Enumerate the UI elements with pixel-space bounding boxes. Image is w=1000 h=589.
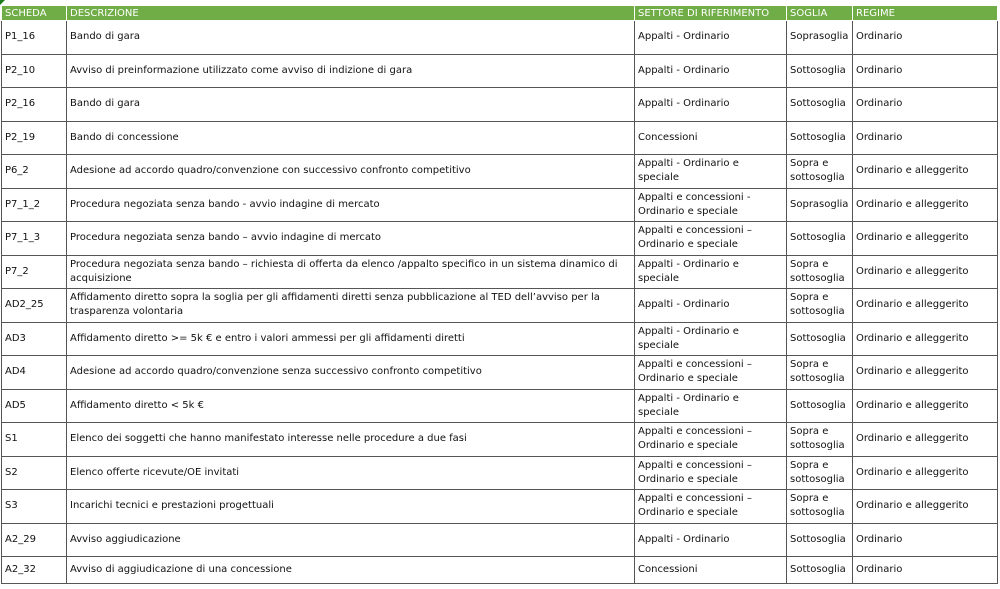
cell-descrizione[interactable]: Affidamento diretto < 5k € <box>67 389 635 423</box>
column-header-descrizione[interactable]: DESCRIZIONE <box>67 6 635 21</box>
cell-settore[interactable]: Appalti - Ordinario e speciale <box>635 389 787 423</box>
cell-regime[interactable]: Ordinario <box>853 21 998 55</box>
cell-scheda[interactable]: P2_16 <box>2 88 67 122</box>
cell-settore[interactable]: Appalti e concessioni – Ordinario e speciale <box>635 490 787 524</box>
cell-regime[interactable]: Ordinario <box>853 557 998 584</box>
cell-regime[interactable]: Ordinario <box>853 523 998 557</box>
cell-soglia[interactable]: Sopra e sottosoglia <box>787 289 853 323</box>
cell-scheda[interactable]: P7_1_2 <box>2 188 67 222</box>
cell-settore[interactable]: Appalti e concessioni – Ordinario e speciale <box>635 356 787 390</box>
cell-descrizione[interactable]: Adesione ad accordo quadro/convenzione senza successivo confronto competitivo <box>67 356 635 390</box>
cell-soglia[interactable]: Sottosoglia <box>787 389 853 423</box>
table-row <box>2 322 998 356</box>
cell-scheda[interactable]: AD3 <box>2 322 67 356</box>
cell-settore[interactable]: Appalti - Ordinario e speciale <box>635 322 787 356</box>
table-row <box>2 389 998 423</box>
cell-soglia[interactable]: Sopra e sottosoglia <box>787 356 853 390</box>
cell-scheda[interactable]: AD5 <box>2 389 67 423</box>
cell-regime[interactable]: Ordinario e alleggerito <box>853 356 998 390</box>
cell-soglia[interactable]: Soprasoglia <box>787 188 853 222</box>
cell-scheda[interactable]: P7_2 <box>2 255 67 289</box>
table-row <box>2 490 998 524</box>
cell-descrizione[interactable]: Affidamento diretto sopra la soglia per gli affidamenti diretti senza pubblicazione al TED dell’avviso per la trasparenza volontaria <box>67 289 635 323</box>
cell-scheda[interactable]: A2_29 <box>2 523 67 557</box>
table-row <box>2 557 998 584</box>
cell-regime[interactable]: Ordinario e alleggerito <box>853 456 998 490</box>
table-row <box>2 54 998 88</box>
table-row <box>2 255 998 289</box>
cell-settore[interactable]: Appalti e concessioni – Ordinario e speciale <box>635 423 787 457</box>
cell-scheda[interactable]: P2_10 <box>2 54 67 88</box>
cell-scheda[interactable]: S2 <box>2 456 67 490</box>
cell-scheda[interactable]: P2_19 <box>2 121 67 155</box>
cell-regime[interactable]: Ordinario e alleggerito <box>853 423 998 457</box>
cell-soglia[interactable]: Sottosoglia <box>787 222 853 256</box>
cell-settore[interactable]: Appalti - Ordinario <box>635 523 787 557</box>
table-row <box>2 155 998 189</box>
cell-regime[interactable]: Ordinario <box>853 88 998 122</box>
cell-descrizione[interactable]: Bando di gara <box>67 21 635 55</box>
cell-scheda[interactable]: P6_2 <box>2 155 67 189</box>
cell-regime[interactable]: Ordinario e alleggerito <box>853 289 998 323</box>
cell-descrizione[interactable]: Incarichi tecnici e prestazioni progettuali <box>67 490 635 524</box>
cell-settore[interactable]: Appalti - Ordinario <box>635 21 787 55</box>
cell-soglia[interactable]: Sopra e sottosoglia <box>787 490 853 524</box>
cell-settore[interactable]: Appalti - Ordinario <box>635 289 787 323</box>
cell-settore[interactable]: Appalti - Ordinario <box>635 54 787 88</box>
cell-descrizione[interactable]: Avviso aggiudicazione <box>67 523 635 557</box>
column-header-scheda[interactable]: SCHEDA <box>2 6 67 21</box>
table-row <box>2 456 998 490</box>
cell-descrizione[interactable]: Bando di gara <box>67 88 635 122</box>
table-row <box>2 121 998 155</box>
header-row <box>2 6 998 21</box>
cell-descrizione[interactable]: Avviso di aggiudicazione di una concessione <box>67 557 635 584</box>
cell-soglia[interactable]: Sottosoglia <box>787 88 853 122</box>
cell-descrizione[interactable]: Adesione ad accordo quadro/convenzione con successivo confronto competitivo <box>67 155 635 189</box>
cell-soglia[interactable]: Sopra e sottosoglia <box>787 456 853 490</box>
cell-soglia[interactable]: Sopra e sottosoglia <box>787 255 853 289</box>
cell-soglia[interactable]: Sopra e sottosoglia <box>787 155 853 189</box>
cell-descrizione[interactable]: Affidamento diretto >= 5k € e entro i valori ammessi per gli affidamenti diretti <box>67 322 635 356</box>
cell-settore[interactable]: Appalti e concessioni – Ordinario e speciale <box>635 456 787 490</box>
cell-scheda[interactable]: P7_1_3 <box>2 222 67 256</box>
cell-soglia[interactable]: Sopra e sottosoglia <box>787 423 853 457</box>
cell-soglia[interactable]: Sottosoglia <box>787 557 853 584</box>
cell-descrizione[interactable]: Bando di concessione <box>67 121 635 155</box>
cell-soglia[interactable]: Sottosoglia <box>787 121 853 155</box>
cell-regime[interactable]: Ordinario <box>853 54 998 88</box>
cell-regime[interactable]: Ordinario e alleggerito <box>853 255 998 289</box>
cell-descrizione[interactable]: Procedura negoziata senza bando – avvio indagine di mercato <box>67 222 635 256</box>
cell-regime[interactable]: Ordinario e alleggerito <box>853 322 998 356</box>
cell-settore[interactable]: Appalti - Ordinario e speciale <box>635 255 787 289</box>
cell-settore[interactable]: Appalti - Ordinario e speciale <box>635 155 787 189</box>
cell-regime[interactable]: Ordinario e alleggerito <box>853 389 998 423</box>
table-row <box>2 356 998 390</box>
cell-descrizione[interactable]: Avviso di preinformazione utilizzato come avviso di indizione di gara <box>67 54 635 88</box>
cell-scheda[interactable]: AD4 <box>2 356 67 390</box>
cell-settore[interactable]: Appalti - Ordinario <box>635 88 787 122</box>
column-header-settore[interactable]: SETTORE DI RIFERIMENTO <box>635 6 787 21</box>
cell-settore[interactable]: Concessioni <box>635 557 787 584</box>
cell-soglia[interactable]: Sottosoglia <box>787 54 853 88</box>
table-row <box>2 289 998 323</box>
table-row <box>2 523 998 557</box>
cell-scheda[interactable]: AD2_25 <box>2 289 67 323</box>
cell-descrizione[interactable]: Procedura negoziata senza bando – richiesta di offerta da elenco /appalto specifico in un sistema dinamico di acquisizione <box>67 255 635 289</box>
cell-descrizione[interactable]: Procedura negoziata senza bando - avvio indagine di mercato <box>67 188 635 222</box>
column-header-regime[interactable]: REGIME <box>853 6 998 21</box>
table-body <box>2 21 998 584</box>
cell-soglia[interactable]: Sottosoglia <box>787 523 853 557</box>
cell-regime[interactable]: Ordinario e alleggerito <box>853 222 998 256</box>
table-row <box>2 222 998 256</box>
cell-soglia[interactable]: Sottosoglia <box>787 322 853 356</box>
procedures-table <box>1 5 998 584</box>
cell-regime[interactable]: Ordinario e alleggerito <box>853 188 998 222</box>
cell-settore[interactable]: Appalti e concessioni - Ordinario e speciale <box>635 188 787 222</box>
table-row <box>2 188 998 222</box>
table-row <box>2 423 998 457</box>
cell-settore[interactable]: Concessioni <box>635 121 787 155</box>
cell-settore[interactable]: Appalti e concessioni – Ordinario e speciale <box>635 222 787 256</box>
cell-descrizione[interactable]: Elenco offerte ricevute/OE invitati <box>67 456 635 490</box>
cell-regime[interactable]: Ordinario <box>853 121 998 155</box>
cell-scheda[interactable]: A2_32 <box>2 557 67 584</box>
cell-descrizione[interactable]: Elenco dei soggetti che hanno manifestato interesse nelle procedure a due fasi <box>67 423 635 457</box>
column-header-soglia[interactable]: SOGLIA <box>787 6 853 21</box>
table-row <box>2 88 998 122</box>
cell-scheda[interactable]: S3 <box>2 490 67 524</box>
cell-scheda[interactable]: S1 <box>2 423 67 457</box>
cell-regime[interactable]: Ordinario e alleggerito <box>853 490 998 524</box>
cell-scheda[interactable]: P1_16 <box>2 21 67 55</box>
cell-soglia[interactable]: Soprasoglia <box>787 21 853 55</box>
table-row <box>2 21 998 55</box>
cell-regime[interactable]: Ordinario e alleggerito <box>853 155 998 189</box>
